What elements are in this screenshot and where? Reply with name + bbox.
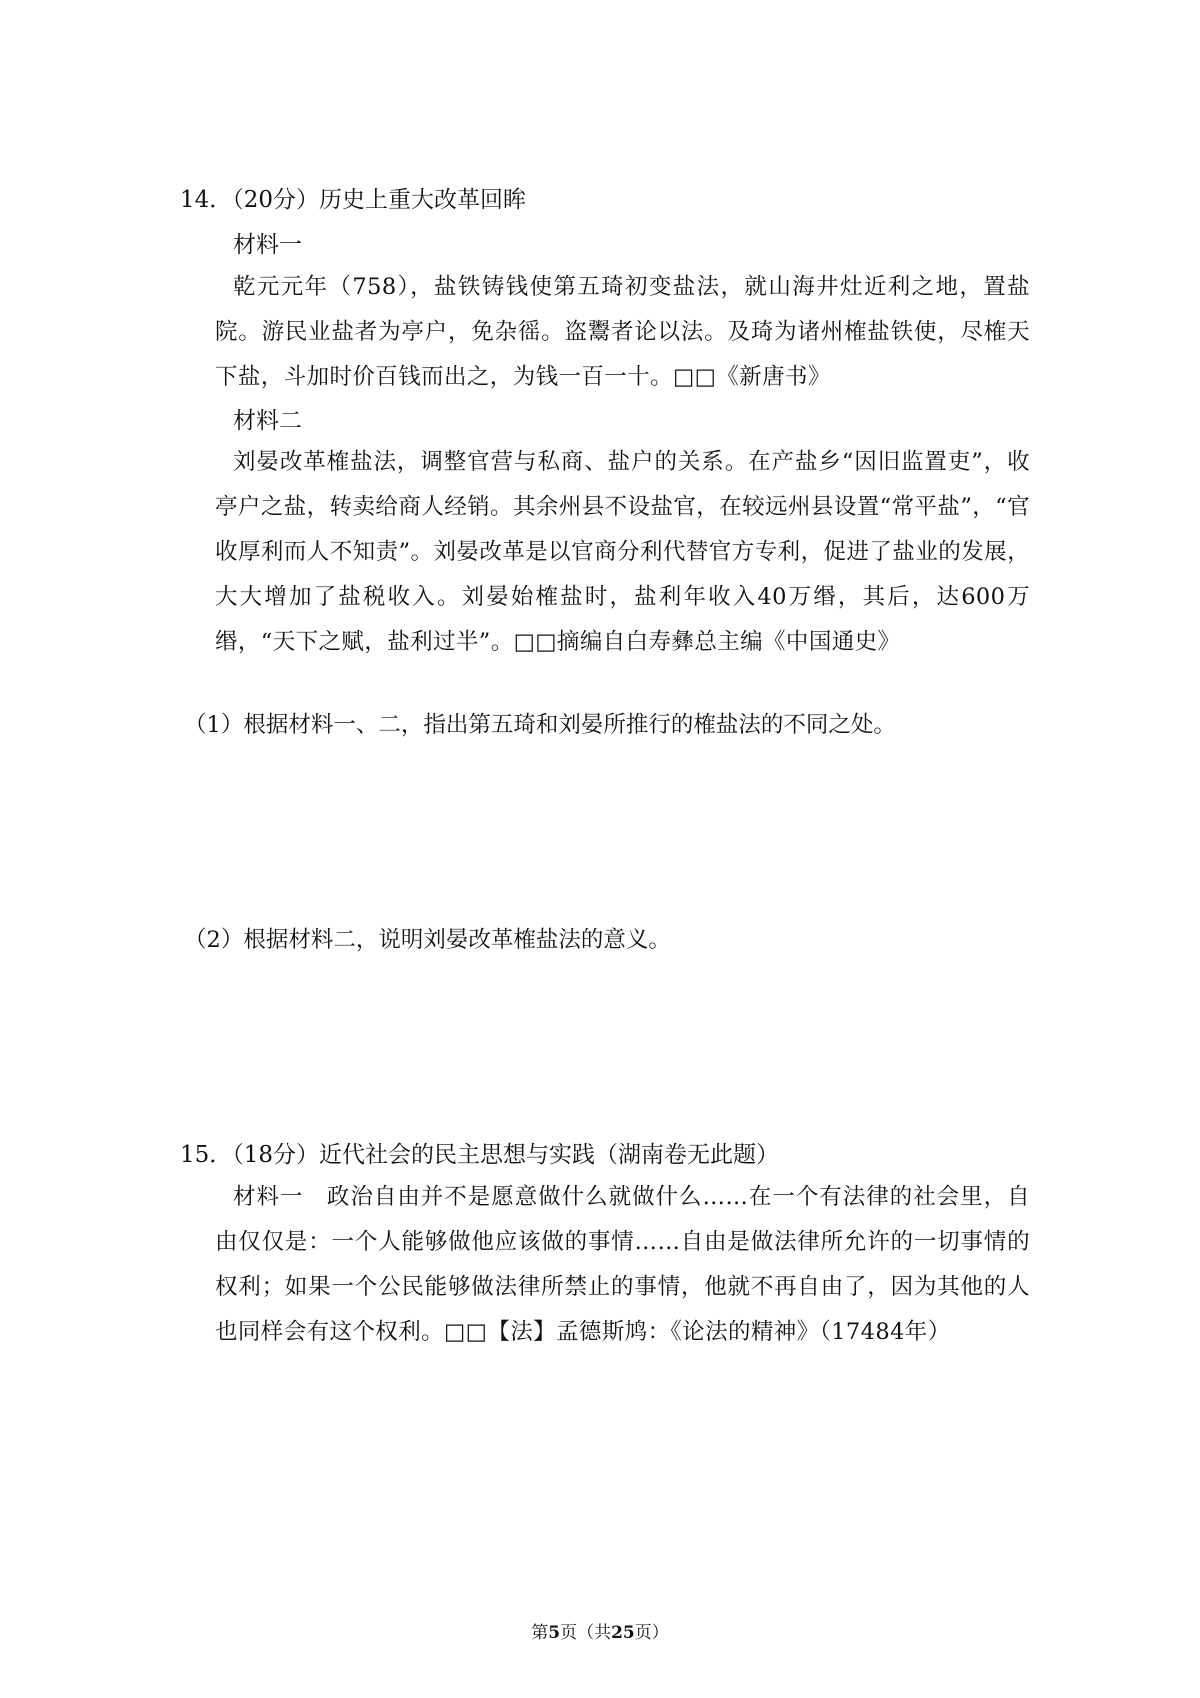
footer-prefix: 第 xyxy=(531,1623,549,1643)
question-14-title: 14．（20分）历史上重大改革回眸 xyxy=(180,187,527,213)
question-15-title: 15．（18分）近代社会的民主思想与实践（湖南卷无此题） xyxy=(180,1142,780,1168)
footer-middle: 页（共 xyxy=(560,1623,612,1643)
q15-material1-text: 材料一 政治自由并不是愿意做什么就做什么……在一个有法律的社会里，自由仅仅是：一个人能够做他应该做的事情……自由是做法律所允许的一切事情的权利；如果一个公民能够做法律所禁止的事情，他就不再自由了，因为其他的人也同样会有这个权利。□□【法】孟德斯鸠：《论法的精神》（17484年） xyxy=(215,1184,1030,1345)
footer-total-pages: 25 xyxy=(611,1623,635,1643)
footer-suffix: 页） xyxy=(634,1623,669,1643)
q14-subquestion-1: （1）根据材料一、二，指出第五琦和刘晏所推行的榷盐法的不同之处。 xyxy=(184,712,896,738)
q14-material2-label: 材料二 xyxy=(233,408,302,434)
q14-material1-text: 乾元元年（758），盐铁铸钱使第五琦初变盐法，就山海井灶近利之地，置盐院。游民业盐者为亭户，免杂徭。盗鬻者论以法。及琦为诸州榷盐铁使，尽榷天下盐，斗加时价百钱而出之，为钱一百一十。□□《新唐书》 xyxy=(215,274,1030,390)
q14-material1-label: 材料一 xyxy=(233,232,302,258)
page-footer xyxy=(0,1622,1200,1644)
q14-subquestion-2: （2）根据材料二，说明刘晏改革榷盐法的意义。 xyxy=(184,927,671,953)
footer-page-number: 5 xyxy=(548,1623,561,1643)
q14-material2-text: 刘晏改革榷盐法，调整官营与私商、盐户的关系。在产盐乡“因旧监置吏”，收亭户之盐，转卖给商人经销。其余州县不设盐官，在较远州县设置“常平盐”，“官收厚利而人不知责”。刘晏改革是以官商分利代替官方专利，促进了盐业的发展，大大增加了盐税收入。刘晏始榷盐时，盐利年收入40万缗，其后，达600万缗，“天下之赋，盐利过半”。□□摘编自白寿彝总主编《中国通史》 xyxy=(215,449,1030,655)
